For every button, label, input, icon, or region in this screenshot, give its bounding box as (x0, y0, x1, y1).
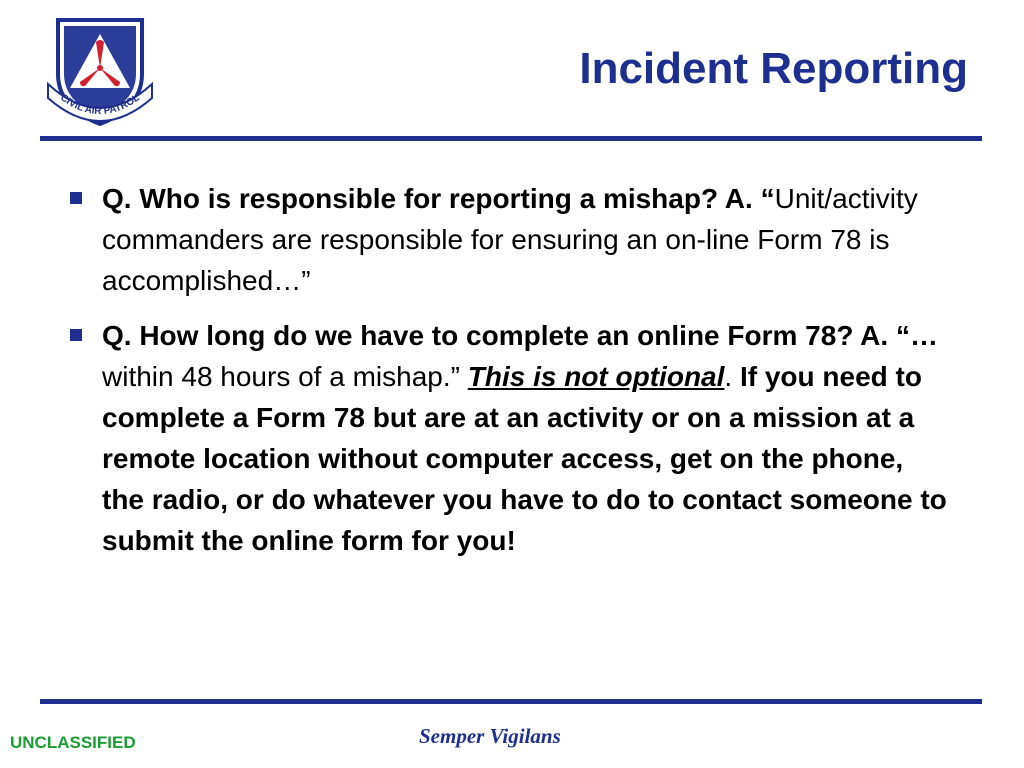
quote-mark-1: “ (760, 183, 775, 214)
bullet-text-2 (102, 315, 950, 561)
logo-ribbon-text: CIVIL AIR PATROL (58, 92, 142, 118)
slide-body (70, 178, 970, 575)
instructions-2: If you need to complete a Form 78 but are at an activity or on a mission at a remote location without computer access, get on the phone, the radio, or do whatever you have to do to contact someone to submit the online form for you! (102, 361, 947, 556)
bullet-item-2 (70, 315, 970, 561)
bullet-text-1 (102, 178, 950, 301)
square-bullet-icon (70, 329, 82, 341)
civil-air-patrol-logo (40, 12, 160, 132)
emphasis-period: . (724, 361, 733, 392)
emphasis-not-optional: This is not optional (467, 361, 725, 392)
top-divider (40, 136, 982, 141)
slide-title: Incident Reporting (579, 44, 968, 93)
question-2: Q. How long do we have to complete an online Form 78? A. (102, 320, 896, 351)
classification-label: UNCLASSIFIED (10, 733, 136, 752)
bottom-divider (40, 699, 982, 704)
answer-1: Unit/activity commanders are responsible for ensuring an on-line Form 78 is accomplished…” (102, 183, 918, 296)
question-1: Q. Who is responsible for reporting a mishap? A. (102, 183, 753, 214)
bullet-item-1 (70, 178, 970, 301)
answer-2: within 48 hours of a mishap.” (102, 361, 468, 392)
quote-mark-2: “… (895, 320, 938, 351)
square-bullet-icon (70, 192, 82, 204)
footer-motto: Semper Vigilans (419, 724, 561, 748)
